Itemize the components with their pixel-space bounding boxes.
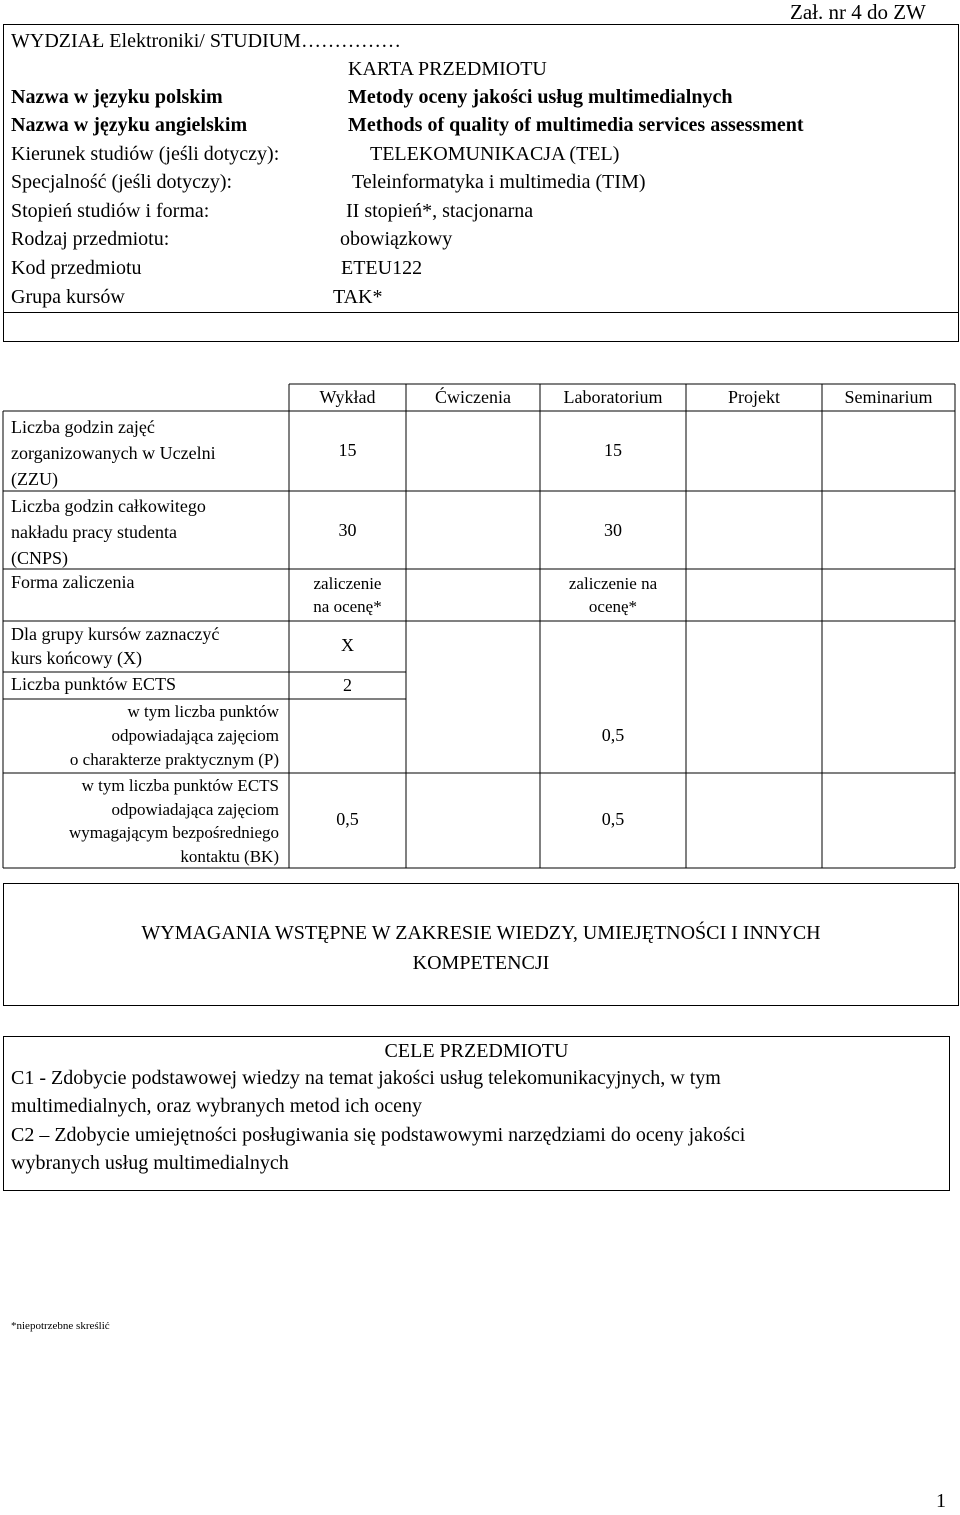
course-type-value: obowiązkowy [340,228,453,250]
attachment-note: Zał. nr 4 do ZW [790,0,926,24]
course-group-label: Grupa kursów [11,286,125,308]
col-project: Projekt [728,387,780,407]
card-title: KARTA PRZEDMIOTU [348,58,547,80]
zzu-lab-value: 15 [604,440,622,460]
assessment-form-label: Forma zaliczenia [11,572,135,592]
specialization-value: Teleinformatyka i multimedia (TIM) [352,171,646,193]
zzu-lecture-value: 15 [338,440,357,460]
assessment-form-lecture: zaliczenie na ocenę* [313,574,382,616]
polish-name-label: Nazwa w języku polskim [11,86,223,108]
english-name-label: Nazwa w języku angielskim [11,114,248,136]
english-name-value: Methods of quality of multimedia services assessment [348,114,804,136]
objective-c2-line2: wybranych usług multimedialnych [11,1152,289,1174]
polish-name-value: Metody oceny jakości usług multimedialnych [348,86,733,108]
col-lecture: Wykład [319,387,376,407]
col-seminar: Seminarium [844,387,933,407]
col-laboratory: Laboratorium [563,387,663,407]
final-course-mark: X [341,635,354,655]
assessment-form-lab: zaliczenie na ocenę* [568,574,658,616]
course-objectives-title: CELE PRZEDMIOTU [384,1040,569,1062]
practical-ects-label: w tym liczba punktów odpowiadająca zajęciom o charakterze praktycznym (P) [69,702,279,769]
page-number: 1 [936,1490,946,1512]
final-course-label: Dla grupy kursów zaznaczyć kurs końcowy (X) [11,624,220,668]
course-group-value: TAK* [333,286,383,308]
degree-label: Stopień studiów i forma: [11,200,210,222]
objective-c1-line1: C1 - Zdobycie podstawowej wiedzy na temat jakości usług telekomunikacyjnych, w tym [11,1067,721,1089]
course-code-label: Kod przedmiotu [11,257,142,279]
bk-lecture-value: 0,5 [336,809,359,829]
objective-c1-line2: multimedialnych, oraz wybranych metod ich oceny [11,1095,422,1117]
faculty-line: WYDZIAŁ Elektroniki/ STUDIUM…………… [11,30,401,52]
ects-label: Liczba punktów ECTS [11,674,176,694]
cnps-lab-value: 30 [604,520,622,540]
bk-ects-label: w tym liczba punktów ECTS odpowiadająca zajęciom wymagającym bezpośredniego kontaktu (BK) [68,776,279,866]
cnps-label: Liczba godzin całkowitego nakładu pracy studenta (CNPS) [11,496,206,568]
prerequisites-title: WYMAGANIA WSTĘPNE W ZAKRESIE WIEDZY, UMIEJĘTNOŚCI I INNYCH KOMPETENCJI [141,922,821,974]
zzu-label: Liczba godzin zajęć zorganizowanych w Uczelni (ZZU) [11,417,216,489]
cnps-lecture-value: 30 [338,520,357,540]
field-of-study-value: TELEKOMUNIKACJA (TEL) [370,143,620,165]
bk-lab-value: 0,5 [601,809,625,829]
col-exercises: Ćwiczenia [435,387,511,407]
specialization-label: Specjalność (jeśli dotyczy): [11,171,233,193]
course-code-value: ETEU122 [341,257,423,279]
course-type-label: Rodzaj przedmiotu: [11,228,170,250]
objective-c2-line1: C2 – Zdobycie umiejętności posługiwania się podstawowymi narzędziami do oceny jakości [11,1124,746,1146]
field-of-study-label: Kierunek studiów (jeśli dotyczy): [11,143,280,165]
practical-lab-value: 0,5 [601,725,625,745]
degree-value: II stopień*, stacjonarna [346,200,534,222]
ects-lecture-value: 2 [343,675,352,695]
footnote: *niepotrzebne skreślić [11,1320,110,1332]
